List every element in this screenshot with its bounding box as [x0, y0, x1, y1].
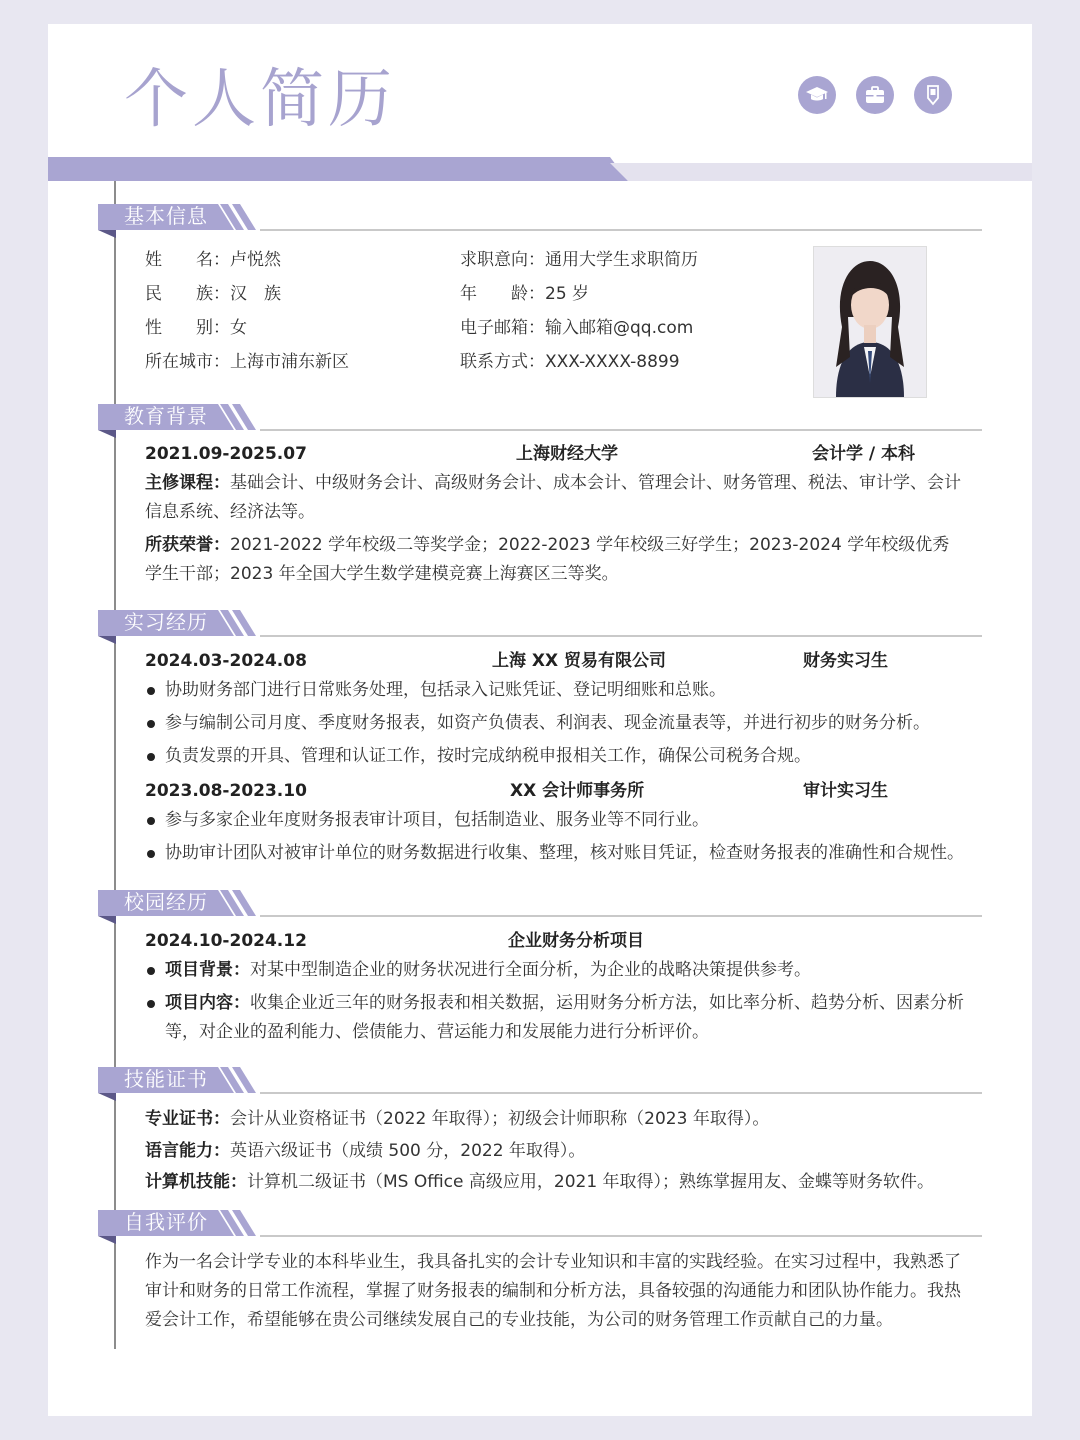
internship-item: 参与编制公司月度、季度财务报表，如资产负债表、利润表、现金流量表等，并进行初步的财务分析。 — [145, 709, 965, 738]
email-row: 电子邮箱：输入邮箱@qq.com — [460, 318, 694, 338]
internship-role: 财务实习生 — [803, 651, 888, 671]
section-basic-info — [98, 204, 982, 242]
section-internship — [98, 610, 982, 648]
ethnic-row: 民 族：汉 族 — [145, 284, 281, 304]
section-title: 技能证书 — [124, 1067, 208, 1091]
section-divider — [260, 1235, 982, 1237]
skill-professional: 专业证书：会计从业资格证书（2022 年取得）；初级会计师职称（2023 年取得）。 — [145, 1109, 770, 1129]
campus-background: 项目背景：对某中型制造企业的财务状况进行全面分析，为企业的战略决策提供参考。 — [145, 956, 965, 985]
page-title: 个人简历 — [124, 63, 396, 137]
section-divider — [260, 1092, 982, 1094]
section-title: 校园经历 — [124, 890, 208, 914]
campus-period: 2024.10-2024.12 — [145, 931, 307, 951]
profile-photo — [813, 246, 927, 398]
city-value: 上海市浦东新区 — [230, 352, 349, 372]
section-fold — [98, 430, 116, 438]
section-title: 教育背景 — [124, 404, 208, 428]
section-divider — [260, 229, 982, 231]
intent-row: 求职意向：通用大学生求职简历 — [460, 250, 698, 270]
section-fold — [98, 230, 116, 238]
internship-item: 参与多家企业年度财务报表审计项目，包括制造业、服务业等不同行业。 — [145, 806, 965, 835]
campus-project: 企业财务分析项目 — [508, 931, 644, 951]
section-campus — [98, 890, 982, 928]
campus-content: 项目内容：收集企业近三年的财务报表和相关数据，运用财务分析方法，如比率分析、趋势分析、因素分析等，对企业的盈利能力、偿债能力、营运能力和发展能力进行分析评价。 — [145, 989, 965, 1047]
section-fold — [98, 1093, 116, 1101]
self-evaluation-text: 作为一名会计学专业的本科毕业生，我具备扎实的会计专业知识和丰富的实践经验。在实习过程中，我熟悉了审计和财务的日常工作流程，掌握了财务报表的编制和分析方法，具备较强的沟通能力和团队协作能力。我热爱会计工作，希望能够在贵公司继续发展自己的专业技能，为公司的财务管理工作贡献自己的力量。 — [145, 1252, 961, 1330]
internship-item: 协助审计团队对被审计单位的财务数据进行收集、整理，核对账目凭证，检查财务报表的准确性和合规性。 — [145, 839, 965, 868]
timeline-line — [114, 181, 116, 1349]
section-skills — [98, 1067, 982, 1105]
section-fold — [98, 636, 116, 644]
section-title: 自我评价 — [124, 1210, 208, 1234]
age-value: 25 岁 — [545, 284, 590, 304]
section-education — [98, 404, 982, 442]
education-school: 上海财经大学 — [516, 444, 618, 464]
gender-row: 性 别：女 — [145, 318, 247, 338]
internship-company: XX 会计师事务所 — [510, 781, 645, 801]
phone-row: 联系方式：XXX-XXXX-8899 — [460, 352, 680, 372]
name-value: 卢悦然 — [230, 250, 281, 270]
section-divider — [260, 635, 982, 637]
phone-value: XXX-XXXX-8899 — [545, 352, 680, 372]
ethnic-value: 汉 族 — [230, 284, 281, 304]
header-icons — [798, 76, 952, 114]
education-courses: 主修课程：基础会计、中级财务会计、高级财务会计、成本会计、管理会计、财务管理、税法、审计学、会计信息系统、经济法等。 — [145, 473, 961, 522]
skill-language: 语言能力：英语六级证书（成绩 500 分，2022 年取得）。 — [145, 1141, 586, 1161]
internship-period: 2023.08-2023.10 — [145, 781, 307, 801]
education-period: 2021.09-2025.07 — [145, 444, 307, 464]
age-row: 年 龄：25 岁 — [460, 284, 590, 304]
internship-item: 负责发票的开具、管理和认证工作，按时完成纳税申报相关工作，确保公司税务合规。 — [145, 742, 965, 771]
intent-value: 通用大学生求职简历 — [545, 250, 698, 270]
resume-page — [48, 24, 1032, 1416]
section-self-evaluation — [98, 1210, 982, 1248]
internship-item: 协助财务部门进行日常账务处理，包括录入记账凭证、登记明细账和总账。 — [145, 676, 965, 705]
skill-computer: 计算机技能：计算机二级证书（MS Office 高级应用，2021 年取得）；熟练掌握用友、金蝶等财务软件。 — [145, 1172, 935, 1192]
internship-period: 2024.03-2024.08 — [145, 651, 307, 671]
briefcase-icon — [856, 76, 894, 114]
name-row: 姓 名：卢悦然 — [145, 250, 281, 270]
graduation-cap-icon — [798, 76, 836, 114]
city-row: 所在城市：上海市浦东新区 — [145, 352, 349, 372]
education-major: 会计学 / 本科 — [812, 444, 916, 464]
education-honors: 所获荣誉：2021-2022 学年校级二等奖学金；2022-2023 学年校级三好学生；2023-2024 学年校级优秀学生干部；2023 年全国大学生数学建模竞赛上海赛区三等奖。 — [145, 535, 950, 584]
internship-role: 审计实习生 — [803, 781, 888, 801]
section-fold — [98, 916, 116, 924]
header-bar — [48, 157, 1032, 181]
section-title: 实习经历 — [124, 610, 208, 634]
section-divider — [260, 915, 982, 917]
section-fold — [98, 1236, 116, 1244]
section-divider — [260, 429, 982, 431]
internship-company: 上海 XX 贸易有限公司 — [492, 651, 667, 671]
gender-value: 女 — [230, 318, 247, 338]
section-title: 基本信息 — [124, 204, 208, 228]
certificate-icon — [914, 76, 952, 114]
email-value: 输入邮箱@qq.com — [545, 318, 694, 338]
